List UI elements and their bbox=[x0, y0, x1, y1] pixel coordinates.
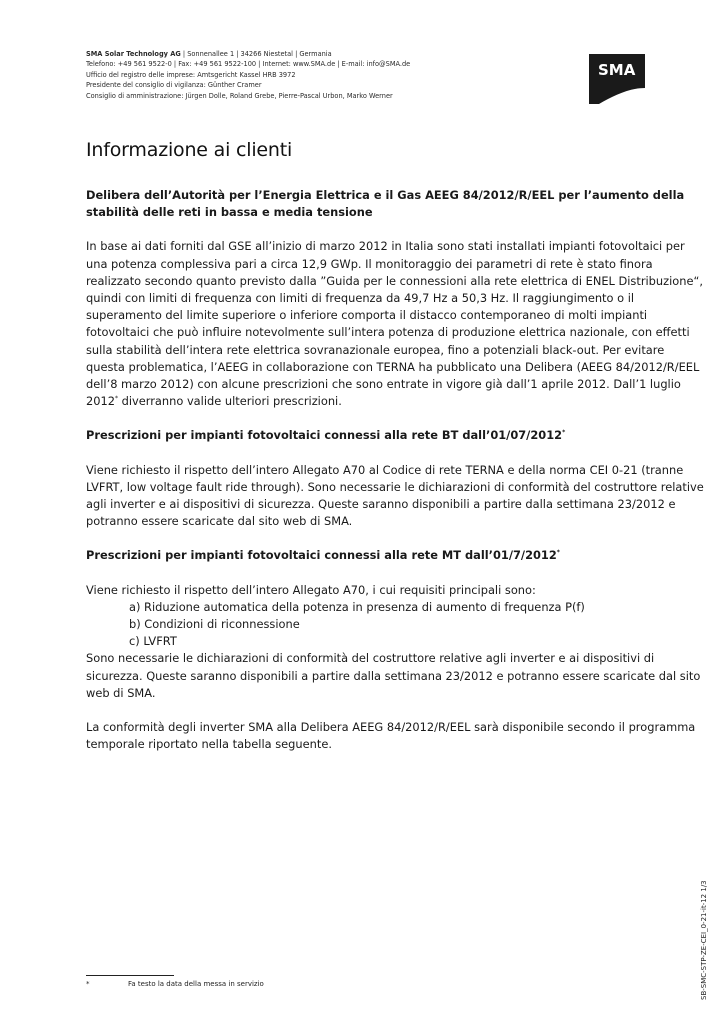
section-2-heading: Prescrizioni per impianti fotovoltaici connessi alla rete BT dall’01/07/2012* bbox=[86, 428, 566, 443]
page-title: Informazione ai clienti bbox=[86, 139, 293, 161]
letterhead-supervisory: Presidente del consiglio di vigilanza: Günther Cramer bbox=[86, 81, 262, 90]
letterhead-line-1 bbox=[86, 49, 566, 59]
footnote-mark: * bbox=[86, 980, 90, 988]
section-2-body: Viene richiesto il rispetto dell’intero Allegato A70 al Codice di rete TERNA e della norma CEI 0-21 (tranne LVFRT, low voltage fault ride through). Sono necessarie le dichiarazioni di conformità del costruttore relative agli inverter e ai dispositivi di sicurezza. Queste saranno disponibili a partire dalla settimana 23/2012 e potranno essere scaricate dal sito web di SMA. bbox=[86, 462, 704, 529]
requirements-list bbox=[86, 599, 704, 651]
asterisk-mark: * bbox=[556, 549, 560, 557]
letterhead bbox=[86, 49, 566, 101]
asterisk-mark: * bbox=[562, 429, 566, 437]
list-item: c) LVFRT bbox=[129, 634, 177, 649]
footnote-text: Fa testo la data della messa in servizio bbox=[128, 980, 264, 988]
letterhead-registry: Ufficio del registro delle imprese: Amtsgericht Kassel HRB 3972 bbox=[86, 70, 296, 79]
sma-logo bbox=[589, 54, 645, 104]
section-3-body: Sono necessarie le dichiarazioni di conformità del costruttore relative agli inverter e ai dispositivi di sicurezza. Queste saranno disponibili a partire dalla settimana 23/2012 e potranno essere scaricate dal sito web di SMA. bbox=[86, 651, 701, 700]
letterhead-board: Consiglio di amministrazione: Jürgen Dolle, Roland Grebe, Pierre-Pascal Urbon, Marko Werner bbox=[86, 91, 393, 100]
list-item: a) Riduzione automatica della potenza in presenza di aumento di frequenza P(f) bbox=[129, 599, 585, 614]
company-address: | Sonnenallee 1 | 34266 Niestetal | Germania bbox=[180, 50, 332, 58]
document-body bbox=[86, 187, 704, 753]
section-3-intro: Viene richiesto il rispetto dell’intero Allegato A70, i cui requisiti principali sono: bbox=[86, 582, 536, 597]
document-code: SB-SMC-STP-ZE-CEI_0-21-it-12 1/3 bbox=[700, 880, 708, 1000]
section-1-body: In base ai dati forniti dal GSE all’inizio di marzo 2012 in Italia sono stati installati impianti fotovoltaici per una potenza complessiva pari a circa 12,9 GWp. Il monitoraggio dei parametri di rete è stato finora realizzato secondo quanto previsto dalla ”Guida per le connessioni alla rete elettrica di ENEL Distribuzione“, quindi con limiti di frequenza con limiti di frequenza da 49,7 Hz a 50,3 Hz. Il raggiungimento o il superamento del limite superiore o inferiore comporta il distacco contemporaneo di molti impianti fotovoltaici che può influire notevolmente sull’intera potenza di produzione elettrica nazionale, con effetti sulla stabilità dell’intera rete elettrica sovranazionale europea, fino a potenziali black-out. Per evitare questa problematica, l’AEEG in collaborazione con TERNA ha pubblicato una Delibera (AEEG 84/2012/R/EEL dell’8 marzo 2012) con alcune prescrizioni che sono entrate in vigore già dall’1 aprile 2012. Dall’1 luglio 2012* diverranno valide ulteriori prescrizioni. bbox=[86, 239, 703, 409]
letterhead-contact: Telefono: +49 561 9522-0 | Fax: +49 561 9522-100 | Internet: www.SMA.de | E-mail: info@SMA.de bbox=[86, 60, 411, 69]
sma-logo-text: SMA bbox=[598, 61, 636, 79]
company-name: SMA Solar Technology AG bbox=[86, 50, 181, 58]
section-3-heading: Prescrizioni per impianti fotovoltaici connessi alla rete MT dall’01/7/2012* bbox=[86, 548, 560, 563]
footnote-divider bbox=[86, 975, 174, 976]
closing-paragraph: La conformità degli inverter SMA alla Delibera AEEG 84/2012/R/EEL sarà disponibile secondo il programma temporale riportato nella tabella seguente. bbox=[86, 720, 696, 752]
footnote bbox=[86, 980, 264, 988]
list-item: b) Condizioni di riconnessione bbox=[129, 617, 300, 632]
section-1-heading: Delibera dell’Autorità per l’Energia Elettrica e il Gas AEEG 84/2012/R/EEL per l’aumento della stabilità delle reti in bassa e media tensione bbox=[86, 188, 685, 220]
asterisk-mark: * bbox=[115, 395, 118, 403]
